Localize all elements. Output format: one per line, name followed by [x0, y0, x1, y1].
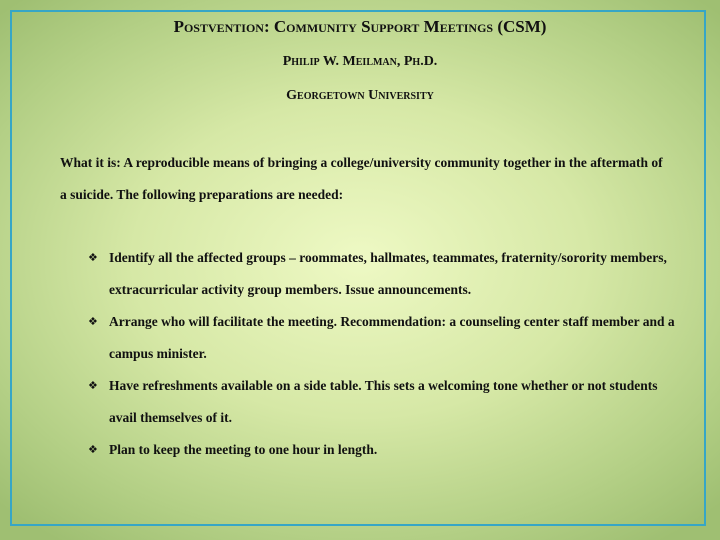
- diamond-flower-icon: ❖: [88, 379, 98, 392]
- intro-paragraph: What it is: A reproducible means of bringing a college/university community together in the aftermath of a suicide. The following preparations are needed:: [60, 155, 663, 202]
- bullet-text: Plan to keep the meeting to one hour in length.: [109, 442, 378, 457]
- list-item: [88, 434, 678, 466]
- bullet-text: Identify all the affected groups – roommates, hallmates, teammates, fraternity/sorority members, extracurricular activity group members. Issue announcements.: [109, 250, 667, 297]
- institution-name: Georgetown University: [286, 88, 434, 103]
- list-item: [88, 370, 678, 434]
- bullet-list: [88, 242, 678, 466]
- diamond-flower-icon: ❖: [88, 443, 98, 456]
- list-item: [88, 242, 678, 306]
- list-item: [88, 306, 678, 370]
- title-block: [0, 16, 720, 105]
- author-name: Philip W. Meilman, Ph.D.: [282, 54, 438, 69]
- diamond-flower-icon: ❖: [88, 315, 98, 328]
- slide-title: Postvention: Community Support Meetings (CSM): [173, 17, 547, 36]
- diamond-flower-icon: ❖: [88, 251, 98, 264]
- bullet-text: Have refreshments available on a side table. This sets a welcoming tone whether or not students avail themselves of it.: [109, 378, 658, 425]
- bullet-text: Arrange who will facilitate the meeting. Recommendation: a counseling center staff member and a campus minister.: [109, 314, 675, 361]
